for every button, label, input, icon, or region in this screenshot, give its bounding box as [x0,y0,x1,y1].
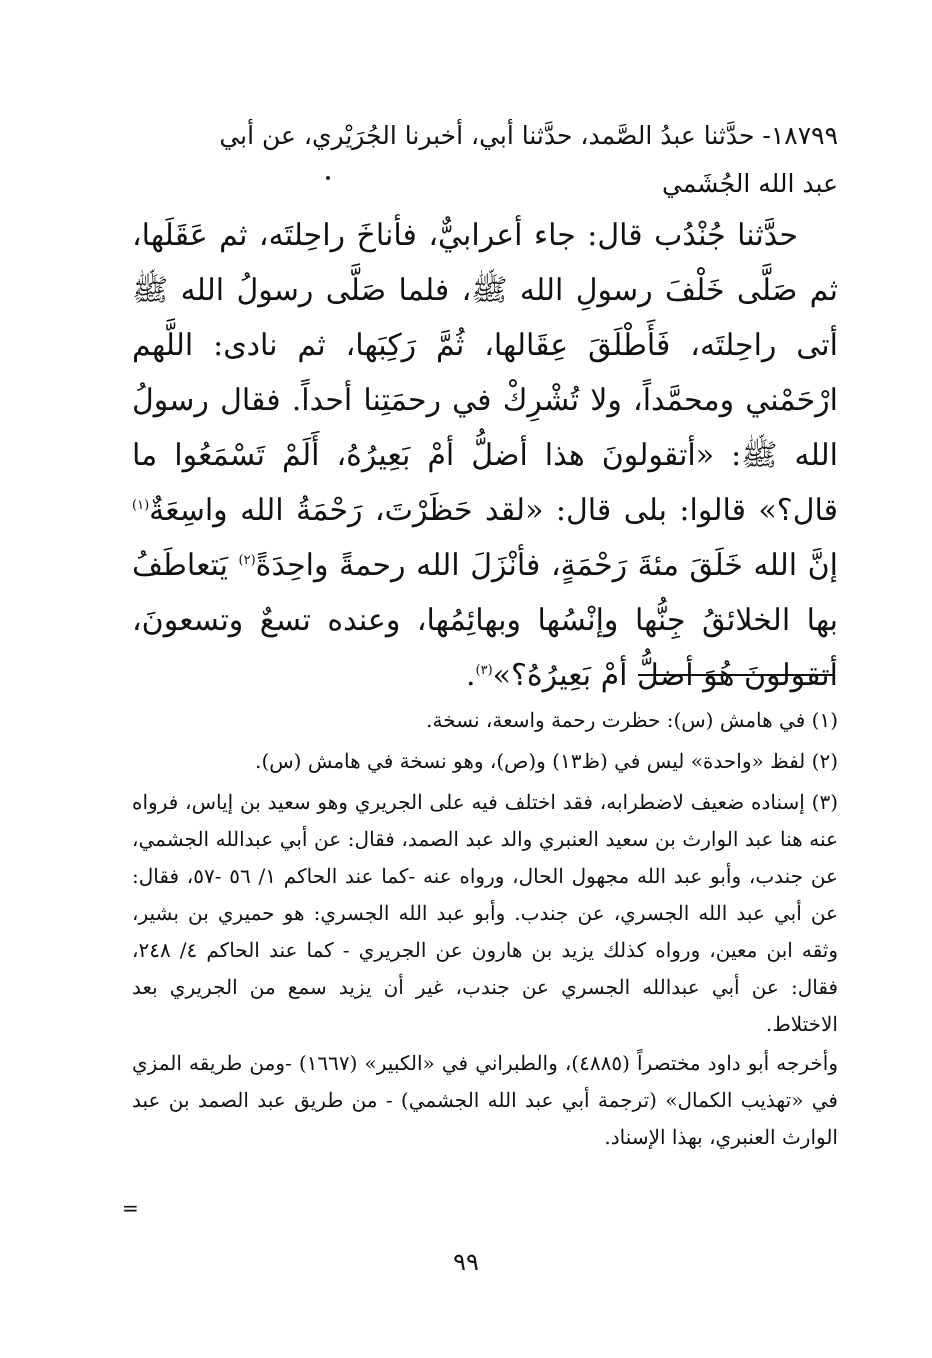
hadith-text-part: إنَّ الله خَلَقَ مئةَ رَحْمَةٍ، فأنْزَلَ الله رحمةً واحِدَةً [255,548,838,583]
continuation-mark: = [122,1196,139,1220]
footnote-separator [638,674,833,676]
hadith-text-end: . [465,658,476,693]
footnote-2: (٢) لفظ «واحدة» ليس في (ظ١٣) و(ص)، وهو نسخة في هامش (س). [255,749,838,773]
footnote-ref-1: (١) [132,498,150,513]
footnote-3: (٣) إسناده ضعيف لاضطرابه، فقد اختلف فيه على الجريري وهو سعيد بن إياس، فرواه عنه هنا عبد الوارث بن سعيد العنبري والد عبد الصمد، فقال: عن أبي عبدالله الجشمي، عن جندب، وأبو عبد الله مجهول الحال، ورواه عنه -كما عند الحاكم ١/ ٥٦ -٥٧، فقال: عن أبي عبد الله الجسري، عن جندب. وأبو عبد الله الجسري: هو حميري بن بشير، وثقه ابن معين، ورواه كذلك يزيد بن هارون عن الجريري - كما عند الحاكم ٤/ ٢٤٨، فقال: عن أبي عبدالله الجسري عن جندب، غير أن يزيد سمع من الجريري بعد الاختلاط. [132,790,838,1036]
ink-dot [326,176,330,180]
hadith-text-part: يَتعاطَفُ بها الخلائقُ جِنُّها وإنْسُها وبهائِمُها، وعنده تسعٌ وتسعونَ، أتقولونَ هُوَ أضلُّ أمْ بَعِيرُهُ؟» [132,548,838,693]
isnad-line: عبد الله الجُشَمي [661,169,838,198]
hadith-isnad [132,112,838,208]
footnote-ref-2: (٢) [238,553,256,568]
footnote-ref-3: (٣) [475,663,493,678]
page-number: ٩٩ [453,1248,479,1276]
hadith-text-part: حدَّثنا جُنْدُب قال: جاء أعرابيٌّ، فأناخَ راحِلتَه، ثم عَقَلَها، ثم صَلَّى خَلْفَ رسولِ الله ﷺ، فلما صَلَّى رسولُ الله ﷺ أتى راحِلتَه، فَأَطْلَقَ عِقَالها، ثُمَّ رَكِبَها، ثم نادى: اللَّهم ارْحَمْني ومحمَّداً، ولا تُشْرِكْ في رحمَتِنا أحداً. فقال رسولُ الله ﷺ: «أتقولونَ هذا أضلُّ أمْ بَعِيرُهُ، أَلَمْ تَسْمَعُوا ما قال؟» قالوا: بلى قال: «لقد حَظَرْتَ، رَحْمَةُ الله واسِعَةٌ [132,218,838,528]
hadith-matn [132,208,838,703]
footnote-1: (١) في هامش (س): حظرت رحمة واسعة، نسخة. [426,708,838,732]
footnotes [132,702,838,1160]
hadith-text [132,208,838,703]
isnad-line: ١٨٧٩٩- حدَّثنا عبدُ الصَّمد، حدَّثنا أبي، أخبرنا الجُرَيْري، عن أبي [219,121,838,150]
footnote-3-continued: وأخرجه أبو داود مختصراً (٤٨٨٥)، والطبراني في «الكبير» (١٦٦٧) -ومن طريقه المزي في «تهذيب الكمال» (ترجمة أبي عبد الله الجشمي) - من طريق عبد الصمد بن عبد الوارث العنبري، بهذا الإسناد. [132,1051,838,1149]
